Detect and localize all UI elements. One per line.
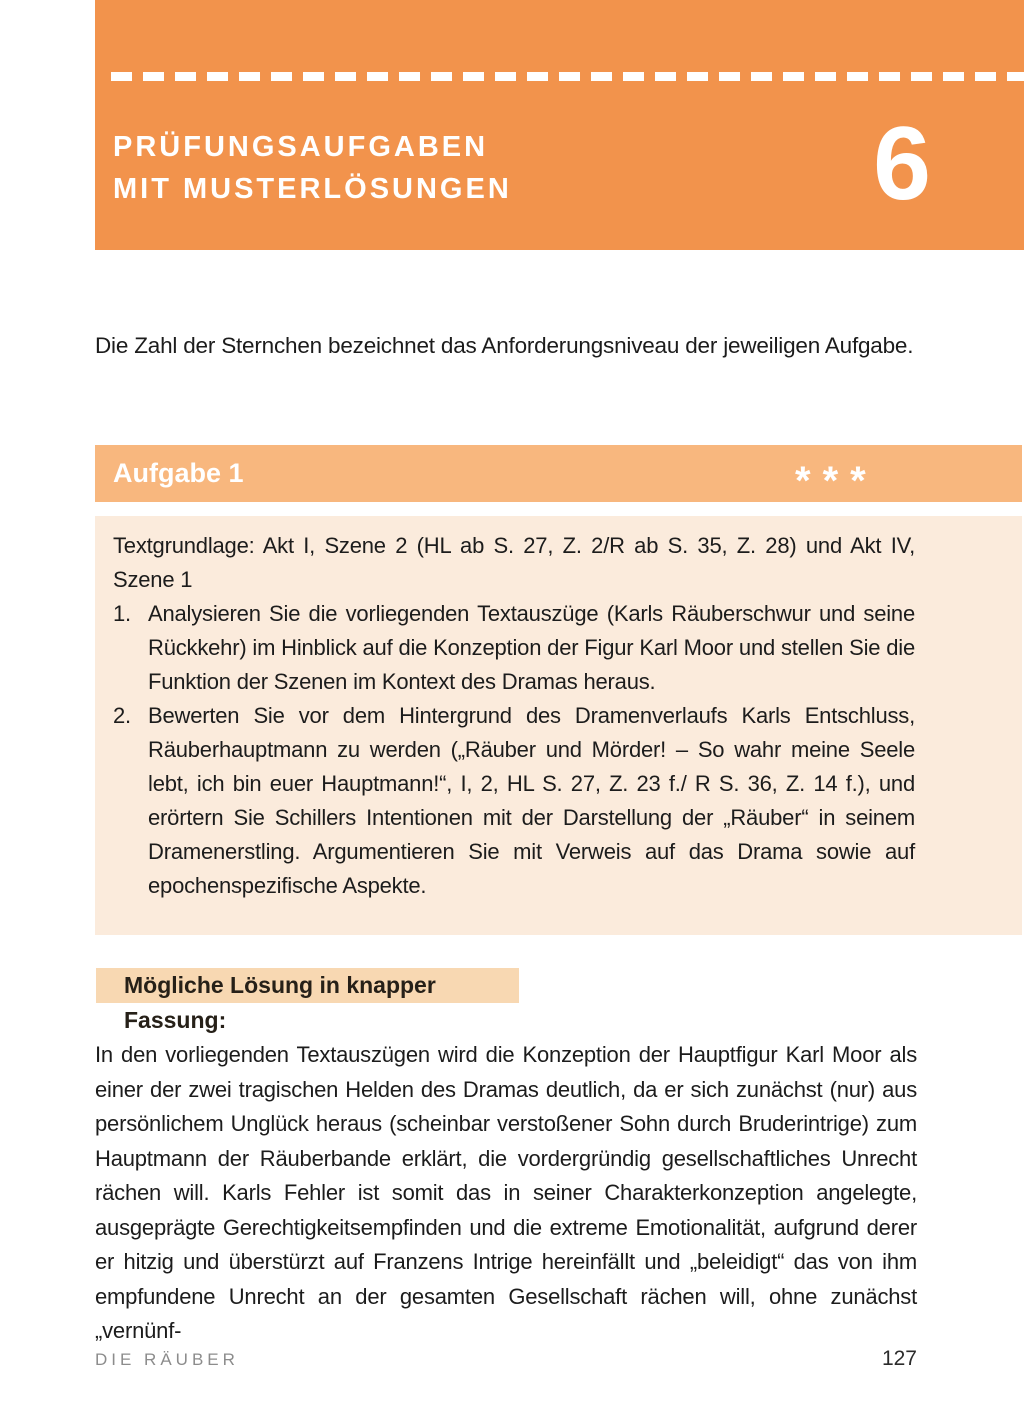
task-source-reference: Textgrundlage: Akt I, Szene 2 (HL ab S. 27, Z. 2/R ab S. 35, Z. 28) und Akt IV, Szene 1 [113,533,915,592]
chapter-title-line1: PRÜFUNGSAUFGABEN [113,131,489,163]
task-item-text: Bewerten Sie vor dem Hintergrund des Dramenverlaufs Karls Entschluss, Räuberhauptmann zu werden („Räuber und Mörder! – So wahr meine Seele lebt, ich bin euer Hauptmann!“, I, 2, HL S. 27, Z. 23 f./ R S. 36, Z. 14 f.), und erörtern Sie Schillers Intentionen mit der Darstellung der „Räuber“ in seinem Dramenerstling. Argumentieren Sie mit Verweis auf das Drama sowie auf epochenspezifische Aspekte. [148,703,915,898]
solution-heading: Mögliche Lösung in knapper Fassung: [96,968,519,1003]
task-item [113,597,915,699]
task-item-number: 1. [113,601,131,626]
task-item [113,699,915,903]
difficulty-stars-icon: *** [795,459,878,503]
task-title: Aufgabe 1 [113,458,244,488]
task-block [95,516,1022,935]
chapter-title [113,126,512,210]
task-item-text: Analysieren Sie die vorliegenden Textauszüge (Karls Räuberschwur und seine Rückkehr) im Hinblick auf die Konzeption der Figur Karl Moor und stellen Sie die Funktion der Szenen im Kontext des Dramas heraus. [148,601,915,694]
task-item-number: 2. [113,703,131,728]
intro-text: Die Zahl der Sternchen bezeichnet das Anforderungsniveau der jeweiligen Aufgabe. [95,332,914,358]
chapter-number: 6 [873,106,931,222]
task-title-bar [95,445,1022,502]
solution-paragraph: In den vorliegenden Textauszügen wird die Konzeption der Hauptfigur Karl Moor als einer der zwei tragischen Helden des Dramas deutlich, da er sich zunächst (nur) aus persönlichem Unglück heraus (scheinbar verstoßener Sohn durch Bruderintrige) zum Hauptmann der Räuberbande erklärt, die vordergründig gesellschaftliches Unrecht rächen will. Karls Fehler ist somit das in seiner Charakterkonzeption angelegte, ausgeprägte Gerechtigkeitsempfinden und die extreme Emotionalität, aufgrund derer er hitzig und überstürzt auf Franzens Intrige hereinfällt und „beleidigt“ das von ihm empfundene Unrecht an der gesamten Gesellschaft rächen will, ohne zunächst „vernünf- [95,1042,917,1343]
footer-book-title: DIE RÄUBER [95,1350,239,1369]
chapter-header [95,0,1024,250]
footer-page-number: 127 [881,1347,917,1370]
dashed-divider-line [111,72,1024,81]
chapter-title-line2: MIT MUSTERLÖSUNGEN [113,173,512,205]
